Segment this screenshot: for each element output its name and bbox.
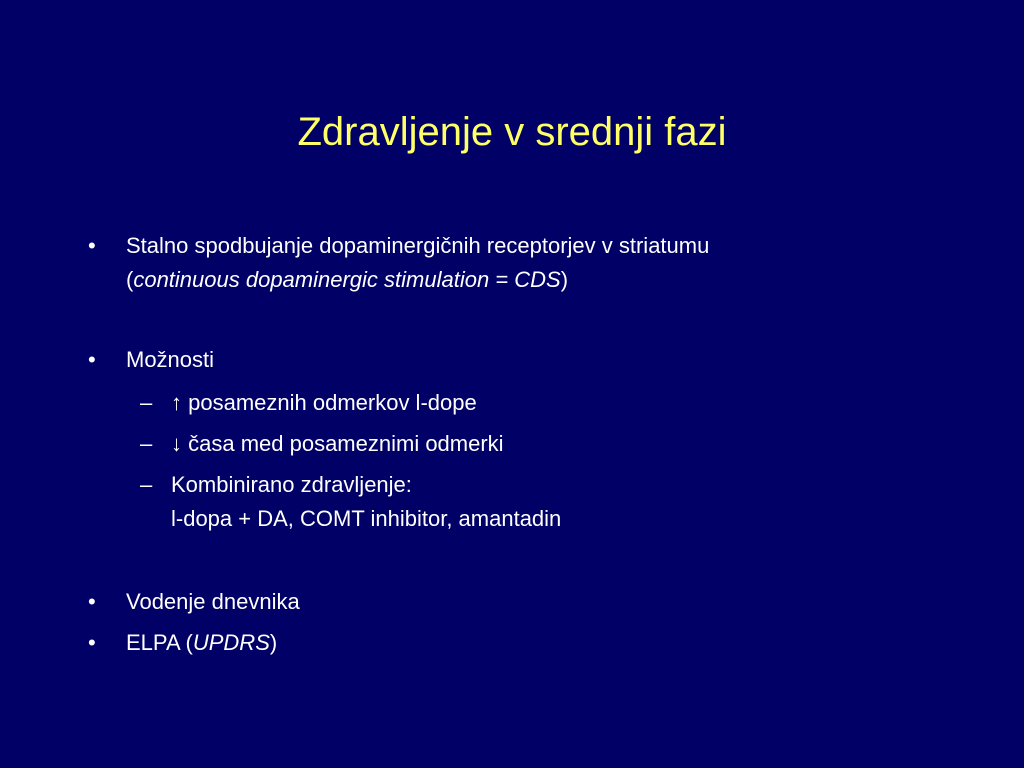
dash-marker: – (140, 472, 153, 497)
bullet-marker: • (88, 630, 96, 655)
paren-close: ) (269, 630, 278, 655)
updrs-term: UPDRS (192, 630, 270, 655)
subitem-combination-line1: Kombinirano zdravljenje: (171, 472, 412, 497)
subitem-combination-line2: l-dopa + DA, COMT inhibitor, amantadin (171, 506, 562, 531)
dash-marker: – (140, 390, 153, 415)
paren-close: ) (560, 267, 569, 292)
bullet-text-cds-line2 (126, 266, 568, 294)
paren-open: ( (126, 267, 134, 292)
cds-term: continuous dopaminergic stimulation = CDS (133, 267, 561, 292)
slide-title: Zdravljenje v srednji fazi (297, 110, 727, 154)
elpa-label: ELPA ( (126, 630, 193, 655)
subitem-decrease-interval: ↓ časa med posameznimi odmerki (171, 431, 504, 456)
dash-marker: – (140, 431, 153, 456)
bullet-marker: • (88, 233, 96, 258)
subitem-increase-doses: ↑ posameznih odmerkov l-dope (171, 390, 477, 415)
bullet-text-cds-line1: Stalno spodbujanje dopaminergičnih receptorjev v striatumu (126, 233, 710, 258)
bullet-text-elpa (126, 629, 277, 657)
bullet-text-diary: Vodenje dnevnika (126, 589, 300, 614)
bullet-text-moznosti: Možnosti (126, 347, 215, 372)
bullet-marker: • (88, 347, 96, 372)
bullet-marker: • (88, 589, 96, 614)
